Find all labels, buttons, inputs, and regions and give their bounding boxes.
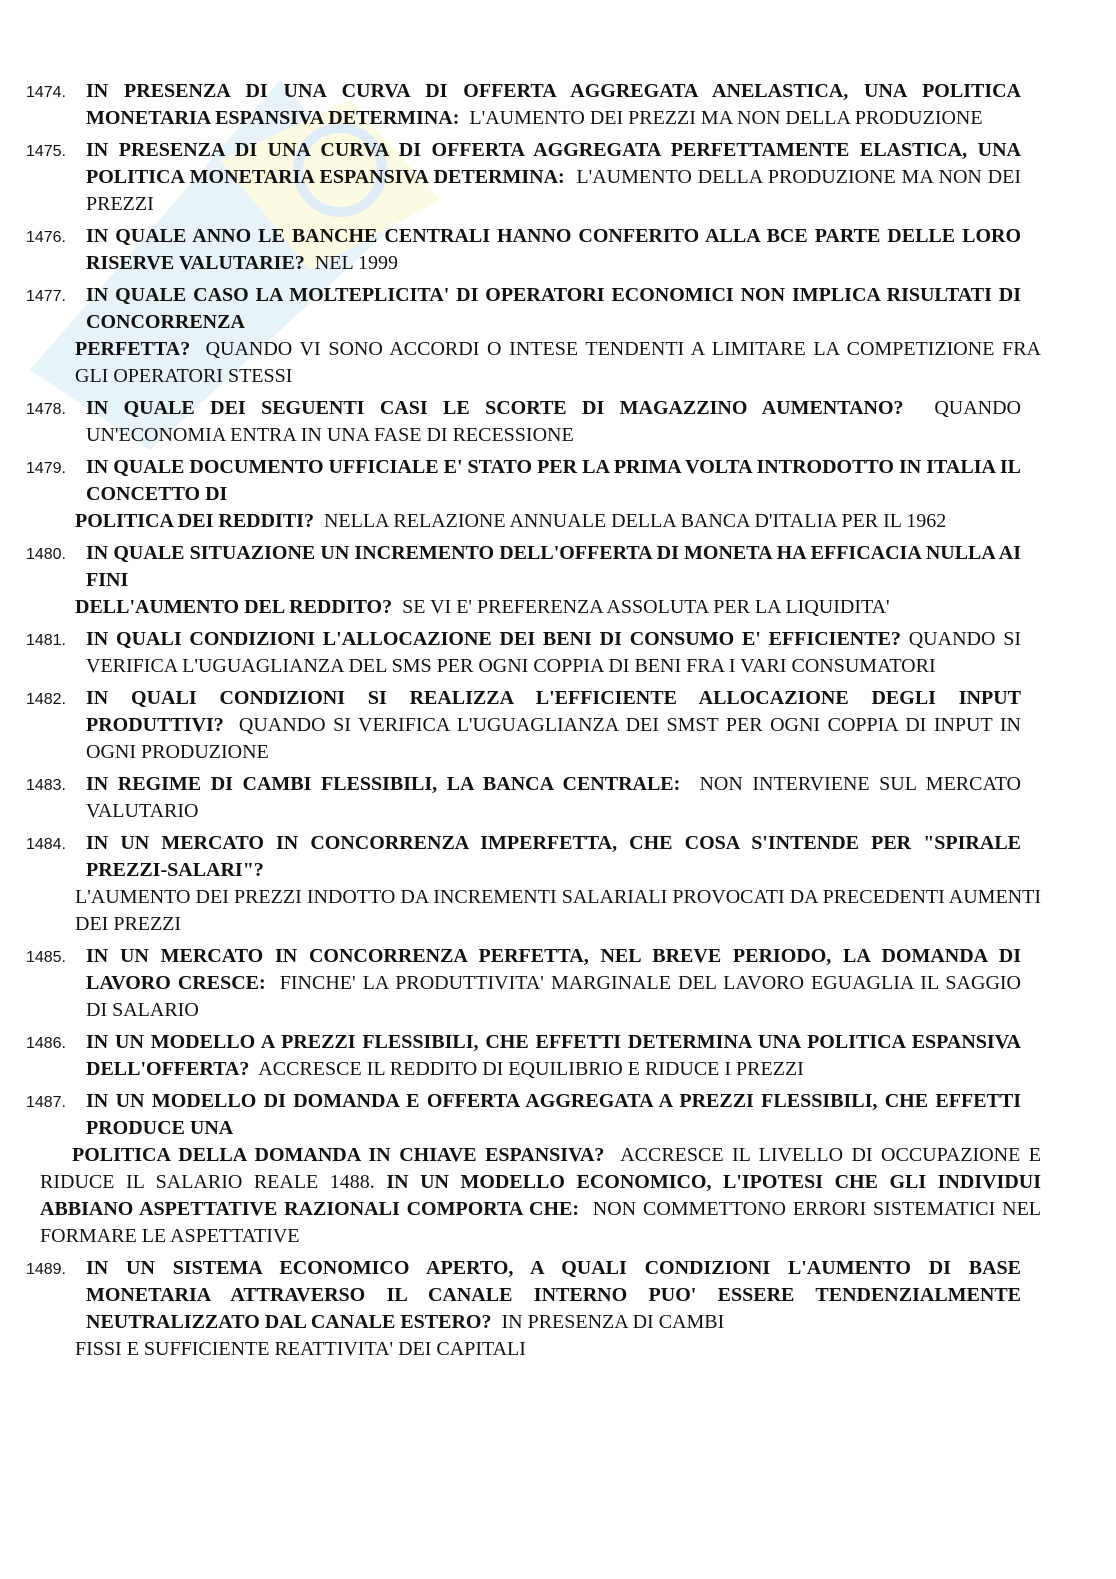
question-text: IN UN MODELLO A PREZZI FLESSIBILI, CHE EFFETTI DETERMINA UNA POLITICA ESPANSIVA DELL'OFFERTA?	[86, 1031, 1021, 1080]
answer-text: NEL 1999	[314, 252, 398, 274]
list-item	[0, 282, 1116, 390]
answer-text: L'AUMENTO DELLA PRODUZIONE MA NON DEI PREZZI	[86, 166, 1021, 215]
item-number: 1475.	[25, 143, 66, 160]
list-item	[0, 395, 1116, 449]
answer-text: ACCRESCE IL REDDITO DI EQUILIBRIO E RIDUCE I PREZZI	[258, 1058, 804, 1080]
item-number: 1485.	[25, 949, 66, 966]
item-number: 1480.	[25, 546, 66, 563]
item-number: 1479.	[25, 460, 66, 477]
question-text-1488: IN UN MODELLO ECONOMICO, L'IPOTESI CHE GLI INDIVIDUI ABBIANO ASPETTATIVE RAZIONALI COMPORTA CHE:	[40, 1171, 1041, 1220]
item-number: 1474.	[25, 84, 66, 101]
answer-text: FINCHE' LA PRODUTTIVITA' MARGINALE DEL LAVORO EGUAGLIA IL SAGGIO DI SALARIO	[86, 972, 1021, 1021]
answer-text-1488: NON COMMETTONO ERRORI SISTEMATICI NEL FORMARE LE ASPETTATIVE	[40, 1198, 1042, 1247]
item-number: 1487.	[25, 1094, 66, 1111]
question-text: IN QUALI CONDIZIONI L'ALLOCAZIONE DEI BENI DI CONSUMO E' EFFICIENTE?	[86, 628, 901, 650]
list-item	[0, 830, 1116, 938]
list-item	[0, 1255, 1116, 1363]
item-number: 1477.	[25, 288, 66, 305]
question-continuation: POLITICA DELLA DOMANDA IN CHIAVE ESPANSIVA?	[72, 1144, 605, 1166]
question-text: IN PRESENZA DI UNA CURVA DI OFFERTA AGGREGATA PERFETTAMENTE ELASTICA, UNA POLITICA MONETARIA ESPANSIVA DETERMINA:	[86, 139, 1021, 188]
question-text: IN UN MERCATO IN CONCORRENZA IMPERFETTA, CHE COSA S'INTENDE PER "SPIRALE PREZZI-SALARI"?	[86, 832, 1021, 881]
question-text: IN UN MODELLO DI DOMANDA E OFFERTA AGGREGATA A PREZZI FLESSIBILI, CHE EFFETTI PRODUCE UNA	[86, 1090, 1021, 1139]
answer-text: QUANDO UN'ECONOMIA ENTRA IN UNA FASE DI RECESSIONE	[86, 397, 1021, 446]
answer-text: QUANDO VI SONO ACCORDI O INTESE TENDENTI A LIMITARE LA COMPETIZIONE FRA GLI OPERATORI STESSI	[75, 338, 1041, 387]
answer-text: QUANDO SI VERIFICA L'UGUAGLIANZA DEI SMST PER OGNI COPPIA DI INPUT IN OGNI PRODUZIONE	[86, 714, 1021, 763]
question-text: IN UN MERCATO IN CONCORRENZA PERFETTA, NEL BREVE PERIODO, LA DOMANDA DI LAVORO CRESCE:	[86, 945, 1021, 994]
answer-text: NELLA RELAZIONE ANNUALE DELLA BANCA D'ITALIA PER IL 1962	[323, 510, 947, 532]
question-continuation: PERFETTA?	[75, 338, 191, 360]
item-number: 1476.	[25, 229, 66, 246]
question-text: IN QUALE ANNO LE BANCHE CENTRALI HANNO CONFERITO ALLA BCE PARTE DELLE LORO RISERVE VALUTARIE?	[86, 225, 1021, 274]
answer-text: SE VI E' PREFERENZA ASSOLUTA PER LA LIQUIDITA'	[402, 596, 890, 618]
list-item	[0, 454, 1116, 535]
list-item	[0, 626, 1116, 680]
answer-text: L'AUMENTO DEI PREZZI MA NON DELLA PRODUZIONE	[469, 107, 983, 129]
item-number: 1478.	[25, 401, 66, 418]
item-number: 1483.	[25, 777, 66, 794]
question-text: IN QUALE CASO LA MOLTEPLICITA' DI OPERATORI ECONOMICI NON IMPLICA RISULTATI DI CONCORRENZA	[86, 284, 1021, 333]
item-number: 1484.	[25, 836, 66, 853]
question-text: IN QUALE DEI SEGUENTI CASI LE SCORTE DI MAGAZZINO AUMENTANO?	[86, 397, 904, 419]
list-item	[0, 540, 1116, 621]
list-item	[0, 223, 1116, 277]
list-item	[0, 685, 1116, 766]
item-number: 1481.	[25, 632, 66, 649]
item-number: 1482.	[25, 691, 66, 708]
question-text: IN REGIME DI CAMBI FLESSIBILI, LA BANCA CENTRALE:	[86, 773, 681, 795]
answer-text: IN PRESENZA DI CAMBI	[501, 1311, 725, 1333]
item-number: 1486.	[25, 1035, 66, 1052]
answer-text: L'AUMENTO DEI PREZZI INDOTTO DA INCREMENTI SALARIALI PROVOCATI DA PRECEDENTI AUMENTI DEI PREZZI	[75, 886, 1041, 935]
question-text: IN UN SISTEMA ECONOMICO APERTO, A QUALI CONDIZIONI L'AUMENTO DI BASE MONETARIA ATTRAVERSO IL CANALE INTERNO PUO' ESSERE TENDENZIALMENTE NEUTRALIZZATO DAL CANALE ESTERO?	[86, 1257, 1021, 1333]
document-page	[0, 78, 1116, 1368]
answer-text: ACCRESCE IL LIVELLO DI OCCUPAZIONE E RIDUCE IL SALARIO REALE 1488.	[40, 1144, 1041, 1193]
list-item	[0, 1029, 1116, 1083]
answer-text: QUANDO SI VERIFICA L'UGUAGLIANZA DEL SMS PER OGNI COPPIA DI BENI FRA I VARI CONSUMATORI	[86, 628, 1021, 677]
list-item	[0, 137, 1116, 218]
answer-continuation: FISSI E SUFFICIENTE REATTIVITA' DEI CAPITALI	[75, 1338, 526, 1360]
question-text: IN QUALI CONDIZIONI SI REALIZZA L'EFFICIENTE ALLOCAZIONE DEGLI INPUT PRODUTTIVI?	[86, 687, 1021, 736]
question-text: IN QUALE SITUAZIONE UN INCREMENTO DELL'OFFERTA DI MONETA HA EFFICACIA NULLA AI FINI	[86, 542, 1021, 591]
list-item	[0, 943, 1116, 1024]
list-item	[0, 1088, 1116, 1250]
list-item	[0, 78, 1116, 132]
item-number: 1489.	[25, 1261, 66, 1278]
answer-text: NON INTERVIENE SUL MERCATO VALUTARIO	[86, 773, 1021, 822]
question-text: IN QUALE DOCUMENTO UFFICIALE E' STATO PER LA PRIMA VOLTA INTRODOTTO IN ITALIA IL CONCETTO DI	[86, 456, 1021, 505]
question-text: IN PRESENZA DI UNA CURVA DI OFFERTA AGGREGATA ANELASTICA, UNA POLITICA MONETARIA ESPANSIVA DETERMINA:	[86, 80, 1021, 129]
list-item	[0, 771, 1116, 825]
question-continuation: POLITICA DEI REDDITI?	[75, 510, 314, 532]
question-continuation: DELL'AUMENTO DEL REDDITO?	[75, 596, 393, 618]
